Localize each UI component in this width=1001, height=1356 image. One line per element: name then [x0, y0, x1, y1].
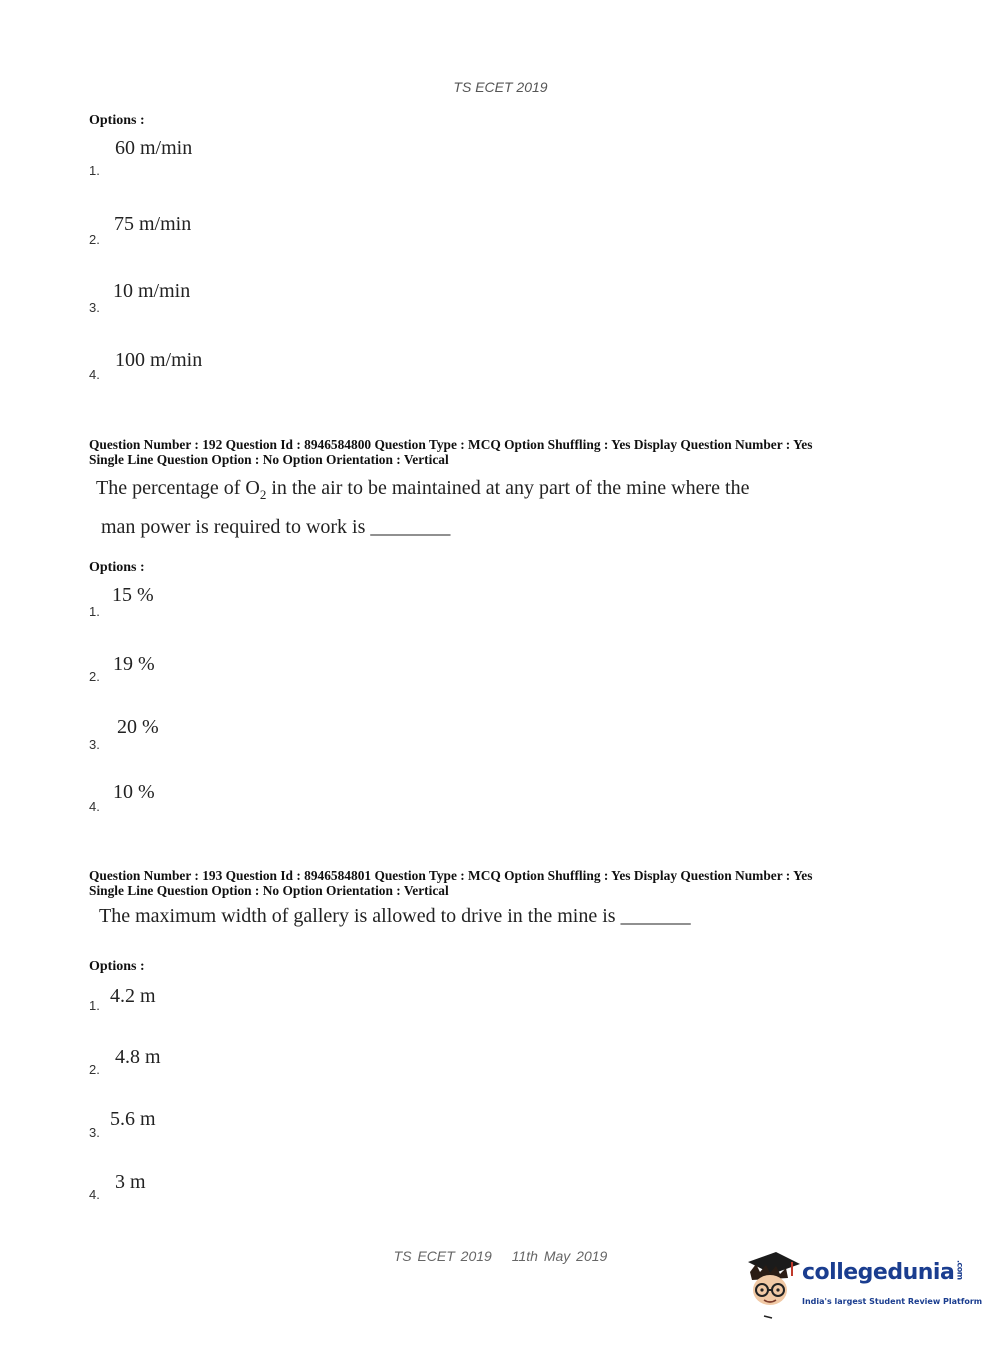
option-number: 2.	[89, 232, 100, 247]
question-meta-line: Single Line Question Option : No Option Orientation : Vertical	[89, 452, 449, 467]
brand-text: collegedunia	[802, 1260, 955, 1285]
footer-date: 11th May 2019	[511, 1248, 608, 1264]
option-number: 4.	[89, 1187, 100, 1202]
options-label: Options :	[89, 959, 145, 974]
option-value: 4.8 m	[115, 1046, 161, 1068]
question-meta-192	[89, 437, 812, 467]
question-text-192	[96, 477, 749, 503]
question-text-193: The maximum width of gallery is allowed to drive in the mine is _______	[99, 905, 691, 927]
option-value: 100 m/min	[115, 349, 203, 371]
option-value: 60 m/min	[115, 137, 193, 159]
footer-exam: TS ECET 2019	[393, 1248, 492, 1264]
brand-tagline: India's largest Student Review Platform	[802, 1297, 983, 1306]
brand-name	[802, 1260, 964, 1285]
option-number: 4.	[89, 799, 100, 814]
question-meta-line: Question Number : 193 Question Id : 8946584801 Question Type : MCQ Option Shuffling : Yes Display Question Number : Yes	[89, 868, 813, 883]
brand-dotcom: .com	[955, 1260, 965, 1280]
option-number: 1.	[89, 998, 100, 1013]
option-number: 1.	[89, 604, 100, 619]
option-number: 4.	[89, 367, 100, 382]
option-value: 75 m/min	[114, 213, 192, 235]
option-value: 15 %	[112, 584, 154, 606]
collegedunia-logo	[742, 1250, 983, 1320]
question-meta-line: Question Number : 192 Question Id : 8946584800 Question Type : MCQ Option Shuffling : Yes Display Question Number : Yes	[89, 437, 813, 452]
page-header: TS ECET 2019	[453, 79, 548, 95]
option-number: 2.	[89, 669, 100, 684]
option-number: 2.	[89, 1062, 100, 1077]
options-label: Options :	[89, 560, 145, 575]
question-meta-line: Single Line Question Option : No Option Orientation : Vertical	[89, 883, 449, 898]
option-value: 10 m/min	[113, 280, 191, 302]
option-value: 4.2 m	[110, 985, 156, 1007]
question-text-subscript: 2	[259, 487, 267, 502]
option-value: 3 m	[115, 1171, 146, 1193]
question-meta-193	[89, 868, 812, 898]
option-value: 5.6 m	[110, 1108, 156, 1130]
option-number: 1.	[89, 163, 100, 178]
mascot-icon	[742, 1250, 802, 1320]
option-number: 3.	[89, 300, 100, 315]
option-value: 20 %	[117, 716, 159, 738]
option-number: 3.	[89, 1125, 100, 1140]
question-text-part: in the air to be maintained at any part of the mine where the	[266, 477, 750, 499]
option-value: 19 %	[113, 653, 155, 675]
option-value: 10 %	[113, 781, 155, 803]
question-text-192-line2: man power is required to work is ________	[101, 516, 451, 538]
option-number: 3.	[89, 737, 100, 752]
options-label: Options :	[89, 113, 145, 128]
question-text-part: The percentage of O	[96, 477, 260, 499]
